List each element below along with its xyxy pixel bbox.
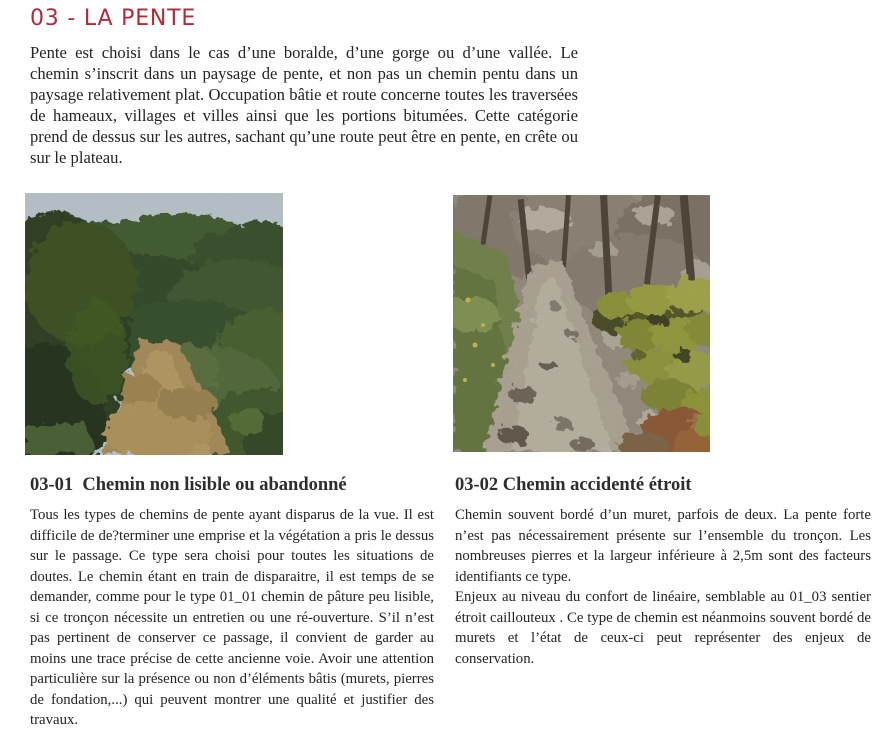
- section-03-01-body: [30, 505, 434, 731]
- photo-chemin-accidente: [453, 195, 710, 452]
- intro-paragraph: Pente est choisi dans le cas d’une boralde, d’une gorge ou d’une vallée. Le chemin s’inscrit dans un paysage de pente, et non pas un chemin pentu dans un paysage relativement plat. Occupation bâtie et route concerne toutes les traversées de hameaux, villages et villes ainsi que les portions bitumées. Cette catégorie prend de dessus sur les autres, sachant qu’une route peut être en pente, en crête ou sur le plateau.: [30, 43, 578, 167]
- section-03-02-body: [455, 505, 871, 669]
- section-03-02-paragraph-1: Chemin souvent bordé d’un muret, parfois de deux. La pente forte n’est pas nécessairement présente sur l’ensemble du tronçon. Les nombreuses pierres et la largeur inférieure à 2,5m sont des facteurs identifiants ce type.: [455, 507, 871, 585]
- section-03-02-heading: 03-02 Chemin accidenté étroit: [455, 475, 692, 495]
- section-03-01-paragraph: Tous les types de chemins de pente ayant disparus de la vue. Il est difficile de de?terminer une emprise et la végétation a pris le dessus sur le passage. Ce type sera choisi pour toutes les situations de doutes. Le chemin étant en train de disparaitre, il est temps de se demander, comme pour le type 01_01 chemin de pâture peu lisible, si ce tronçon nécessite un entretien ou une ré-ouverture. S’il n’est pas pertinent de conserver ce passage, il convient de garder au moins une trace précise de cette ancienne voie. Avoir une attention particulière sur la présence ou non d’éléments bâtis (murets, pierres de fondation,...) qui peuvent montrer une qualité et justifier des travaux.: [30, 507, 434, 728]
- page-title: 03 - LA PENTE: [30, 6, 197, 31]
- section-03-01-heading: 03-01 Chemin non lisible ou abandonné: [30, 475, 347, 495]
- section-03-02-paragraph-2: Enjeux au niveau du confort de linéaire, semblable au 01_03 sentier étroit caillouteux . Ce type de chemin est néanmoins souvent bordé de murets et l’état de ceux-ci peut représenter des enjeux de conservation.: [455, 589, 871, 667]
- photo-chemin-non-lisible: [25, 193, 283, 455]
- photo-right-illustration: [453, 195, 710, 452]
- photo-left-illustration: [25, 193, 283, 455]
